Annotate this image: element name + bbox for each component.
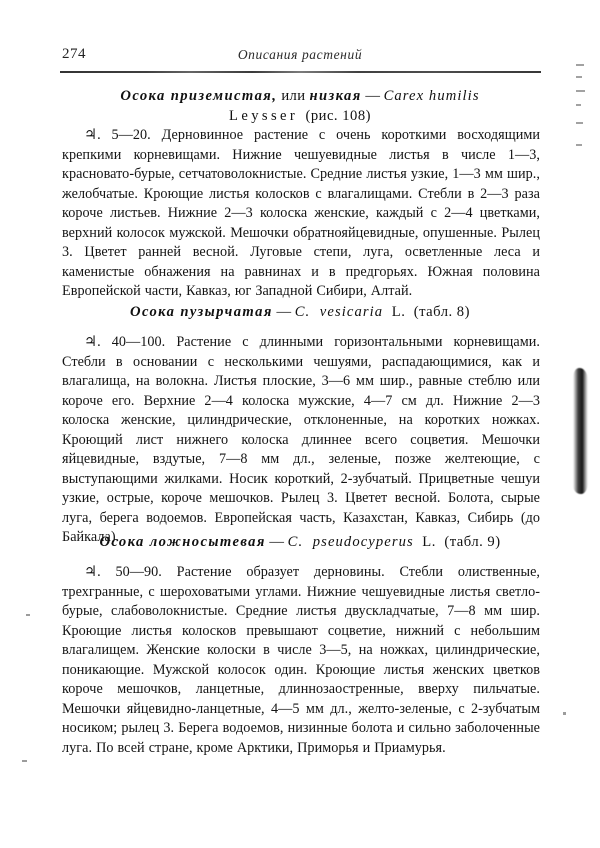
heading-dash: — [365, 88, 380, 104]
species-reference: (рис. 108) [305, 108, 371, 124]
species-genus-abbr: C. [287, 534, 304, 550]
heading-dash: — [269, 534, 285, 550]
species-name-latin: vesicaria [319, 304, 384, 320]
running-head-title: Описания растений [237, 47, 363, 62]
species-name-ru-alt: низкая [309, 88, 362, 104]
page-number: 274 [62, 46, 86, 62]
species-heading-2 [62, 302, 538, 322]
scan-gutter-shadow [573, 368, 588, 494]
species-reference: (табл. 9) [444, 534, 501, 550]
description-text: Дерновинное растение с очень короткими восходящими крепкими корневищами. Нижние чешуевидные листья в числе 1—3, красновато-бурые, сетчатоволокнистые. Средние листья узкие, 1—3 мм шир., желобчатые. Кроющие листья колосков с влагалищами. Стебли в 2—3 раза короче листьев. Нижние 2—3 колоска женские, каждый с 2—4 цветками, верхний колосок мужской. Мешочки обратнояйцевидные, опушенные. Рылец 3. Цветет ранней весной. Луговые степи, луга, осветленные леса и каменистые обнажения на равнинах и в предгорьях. Южная половина Европейской части, Кавказ, юг Западной Сибири, Алтай. [62, 127, 541, 300]
scan-speck [22, 760, 27, 762]
species-authority: L. [391, 304, 406, 320]
height-range: 40—100. [111, 334, 166, 350]
species-authority: L. [422, 534, 437, 550]
species-description-3: ♃. 50—90. Растение образует дерновины. Стебли олиственные, трехгранные, с шероховатыми углами. Нижние чешуевидные листья светло-бурые, слабоволокнистые. Средние листья двускладчатые, 7—8 мм шир. Кроющие листья колосков превышают соцветие, нижний с небольшим влагалищем. Женские колоски в числе 3—5, на ножках, цилиндрические, поникающие. Мужской колосок один. Кроющие листья женских цветков короче мешочков, ланцетные, длиннозаостренные, вверху пильчатые. Мешочки яйцевидно-ланцетные, 4—5 мм дл., желто-зеленые, с 2-зубчатым носиком; рылец 3. Берега водоемов, низинные болота и сильно заболоченные луга. По всей стране, кроме Арктики, Приморья и Приамурья. [62, 564, 541, 756]
species-authority: Leysser [229, 108, 299, 124]
species-description-2: ♃. 40—100. Растение с длинными горизонтальными корневищами. Стебли в основании с несколькими чешуями, распадающимися, как и влагалища, на волокна. Листья плоские, 3—6 мм шир., равные стеблю или короче его. Верхние 2—4 колоска мужские, 4—7 см дл. Нижние 2—3 колоска женские, цилиндрические, отклоненные, на коротких ножках. Кроющий лист нижнего колоска длиннее всего соцветия. Мешочки яйцевидные, вздутые, 7—8 мм дл., зеленые, позже желтеющие, с выступающими жилками. Носик короткий, 2-зубчатый. Прицветные чешуи узкие, острые, короче мешочков. Рылец 3. Цветет весной. Болота, сырые луга, берега водоемов. Европейская часть, Казахстан, Кавказ, Сибирь (до Байкала). [62, 334, 540, 546]
species-name-latin: pseudocyperus [312, 534, 414, 550]
species-heading-3 [62, 532, 538, 552]
description-text: Растение образует дерновины. Стебли олиственные, трехгранные, с шероховатыми углами. Нижние чешуевидные листья светло-бурые, слабоволокнистые. Средние листья двускладчатые, 7—8 мм шир. Кроющие листья колосков превышают соцветие, нижний с небольшим влагалищем. Женские колоски в числе 3—5, на ножках, цилиндрические, поникающие. Мужской колосок один. Кроющие листья женских цветков короче мешочков, ланцетные, длиннозаостренные, вверху пильчатые. Мешочки яйцевидно-ланцетные, 4—5 мм дл., желто-зеленые, с 2-зубчатым носиком; рылец 3. Берега водоемов, низинные болота и сильно заболоченные луга. По всей стране, кроме Арктики, Приморья и Приамурья. [62, 564, 541, 756]
description-text: Растение с длинными горизонтальными корневищами. Стебли в основании с несколькими чешуями, распадающимися, как и влагалища, на волокна. Листья плоские, 3—6 мм шир., равные стеблю или короче его. Верхние 2—4 колоска мужские, 4—7 см дл. Нижние 2—3 колоска женские, цилиндрические, отклоненные, на коротких ножках. Кроющий лист нижнего колоска длиннее всего соцветия. Мешочки яйцевидные, вздутые, 7—8 мм дл., зеленые, позже желтеющие, с выступающими жилками. Носик короткий, 2-зубчатый. Прицветные чешуи узкие, острые, короче мешочков. Рылец 3. Цветет весной. Болота, сырые луга, берега водоемов. Европейская часть, Казахстан, Кавказ, Сибирь (до Байкала). [62, 334, 540, 546]
heading-dash: — [276, 304, 292, 320]
header-rule [60, 71, 541, 73]
species-description-1: ♃. 5—20. Дерновинное растение с очень короткими восходящими крепкими корневищами. Нижние чешуевидные листья в числе 1—3, красновато-бурые, сетчатоволокнистые. Средние листья узкие, 1—3 мм шир., желобчатые. Кроющие листья колосков с влагалищами. Стебли в 2—3 раза короче листьев. Нижние 2—3 колоска женские, каждый с 2—4 цветками, верхний колосок мужской. Мешочки обратнояйцевидные, опушенные. Рылец 3. Цветет ранней весной. Луговые степи, луга, осветленные леса и каменистые обнажения на равнинах и в предгорьях. Южная половина Европейской части, Кавказ, юг Западной Сибири, Алтай. [62, 127, 541, 300]
species-heading-1 [62, 86, 538, 126]
scan-edge-marks [576, 60, 588, 180]
species-name-ru: Осока приземистая, [120, 88, 278, 104]
species-genus-abbr: C. [294, 304, 311, 320]
scan-speck [563, 712, 566, 715]
life-form-symbol: ♃ [84, 564, 98, 580]
scan-speck [26, 614, 30, 616]
running-head [62, 46, 538, 68]
height-range: 50—90. [115, 564, 162, 580]
life-form-symbol: ♃ [84, 127, 98, 143]
species-name-ru: Осока пузырчатая [130, 304, 273, 320]
life-form-symbol: ♃ [84, 334, 98, 350]
species-connector: или [281, 88, 306, 104]
height-range: 5—20. [111, 127, 151, 143]
species-name-ru: Осока ложносытевая [99, 534, 266, 550]
species-reference: (табл. 8) [413, 304, 470, 320]
species-name-latin: Carex humilis [383, 88, 480, 104]
